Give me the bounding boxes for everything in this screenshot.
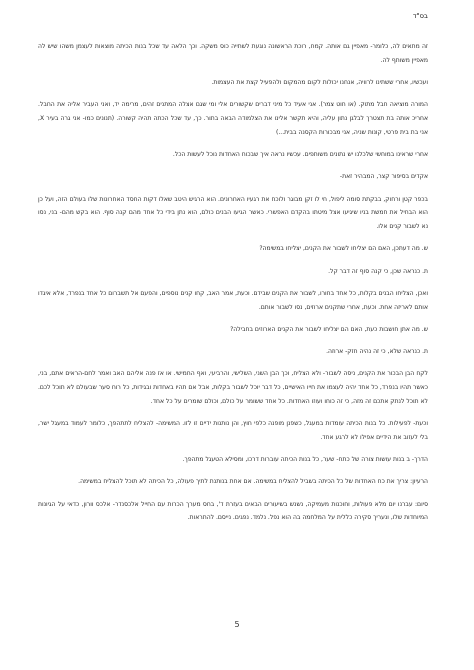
- closing-paragraph: סיום: עברנו יום מלא פעולות, וחוכנות מעמיקה, נשנש בשיעורים הבאים בעזרת ד', בחס מערך הכרות עם החייל אלכסנדר- אלכס וורון, כדאי על הגיונות המיוחדות שלו, ונעריך סקירה כללית על המלחמה בה הוא נפל. נלמד. נפגים. נייסם. להתראות.: [38, 500, 428, 522]
- paragraph: הרעיון: צריך את כח האחדות של כל הכיתה בשביל להצליח במשימה. אם אחת בנותנת לתיך פעולה, כל הכיתה לא תוכל להצליח במשימה.: [78, 478, 428, 486]
- paragraph: וכעת- לפעילות. כל בנות הכיתה עומדות במעגל, כשפנן מופנה כלפי חוץ, והן נותנות ידיים זו לזו. המשימה- להצליח לתתהפך, כלומר לעמוד במעגל ישר, בלי לעזוב את הידיים אפילו לא לרגע אחד.: [38, 420, 428, 441]
- paragraph: לקח הבן הבכור את הקנים, ניסה לשבור- ולא הצליח, וכך הבן השני, השלישי, והרביעי, ואף החמישי. או אז פנה אליהם האב ואמר לחם-הראים אתם, בני, כאשר תהיו בנפרד, כל אחד יהיה לעצמו את חייו האישיים, כל דבר יוכל לשבור בקלות, אבל אם תהיו באחדות ובגידות, כל רוח סער שבעולם לא תוכל לכם. לא תוכל לנתק אתכם זה מזה, כי זה כוחו ועוזו האחדות. כל אחד ששומר על כולם, וכולם שומרים על כל אחד.: [38, 370, 428, 405]
- paragraph: ואכן, הצליחו הבנים בקלות, כל אחד בחורו, לשבור את הקנים שבידם. וכעת, אמר האב, קחו קנים נוספים, והפעם אל תשברום כל אחד בנפרד, אלא איגדו אותם לאריזה אחת. וכעת, אחרי שתקנים ארוזים, נסו לשבור אותם.: [38, 289, 428, 311]
- paragraph: הדרך- ב בנות עושות צורה של כתח- שער, כל בנות הכיתה עוברות דרכו, ומסילא הטעגל מתהפך.: [182, 456, 428, 464]
- header-mark: בס"ד: [412, 12, 428, 20]
- question: ש. מה אתן חושבות כעת, האם הם יצליחו לשבור את הקנים הארוזים בחבילה?: [230, 325, 428, 333]
- paragraph: המורה מוציאה חבל מתוק. (או חוט צמר). אני אעיד כל מיני דברים שקשורים אלי ומי שגם אצלה המתנים זהים, מרימה יד, ואני העביר אליה את החבל. אחריכ אותה בת תצטרך לבלגן נתון עליה, והיא תקשר אלינו את הצלמודה הבאה בתור. כך, עד שכל הכתה תהיה קשורה. (תנונים כמו- אני גרה בעיר X, אני בת בית פרטי, קונות שניה, אני מבכורות הקסנה בבית...): [38, 101, 428, 136]
- document-body: [38, 40, 428, 534]
- paragraph: בכפר קטן ורחוק, בבקתת סומה ליפול, חי לו זקן מבוגר ולוכח את רגעיו האחרונים. הוא הרגיש היטב שאלו דקות החסד האחרונות שלו בעולם הזה, ועל כן הוא הבחיל את חמשת בניו שיגיעו אצל מיטתו בהקדם האפשרי. כאשר הגיעו הבנים כולם, הוא נתן בידי כל אחד מהם קנה סוף. הוא בקש מהם- בני, נסו נא לשבור קנים אלו.: [38, 195, 428, 230]
- page-number: 5: [234, 620, 240, 629]
- paragraph: אחרי שראינו במוחשי שלכלנו יש נתונים משותפים. עכשיו נראה איך שבכוח האחדות נוכל לעשות הכל.: [172, 151, 428, 158]
- paragraph: אקדים בסיפור קצר, המבהיר זאת-: [339, 173, 428, 181]
- paragraph: זה מתאים לה, כלומר- מאפיין גם אותה. קמח, רוכת הראשונה נוגעת לשתייה כוס משקה. וכך הלאה עד שכל בנות הכיתה מוצאות לעצמן משהו שיש לה מאפיין משותף לה.: [38, 43, 428, 64]
- paragraph: ועכשיו, אחרי ששתינו לרוויה, אנחנו יכולות לקום מהמקום ולהפעיל קצת את העצמות.: [211, 79, 428, 86]
- answer: ת. כנראה שכן, כי קנה סוף זה דבר קל.: [328, 267, 428, 275]
- question: ש. מה דעתכן, האם הם יצליחו לשבור את הקנים, יצליחו במשימה?: [259, 245, 428, 253]
- answer: ת. כנראה שלא, כי זה נהיה חזק- ארוזה.: [326, 348, 428, 356]
